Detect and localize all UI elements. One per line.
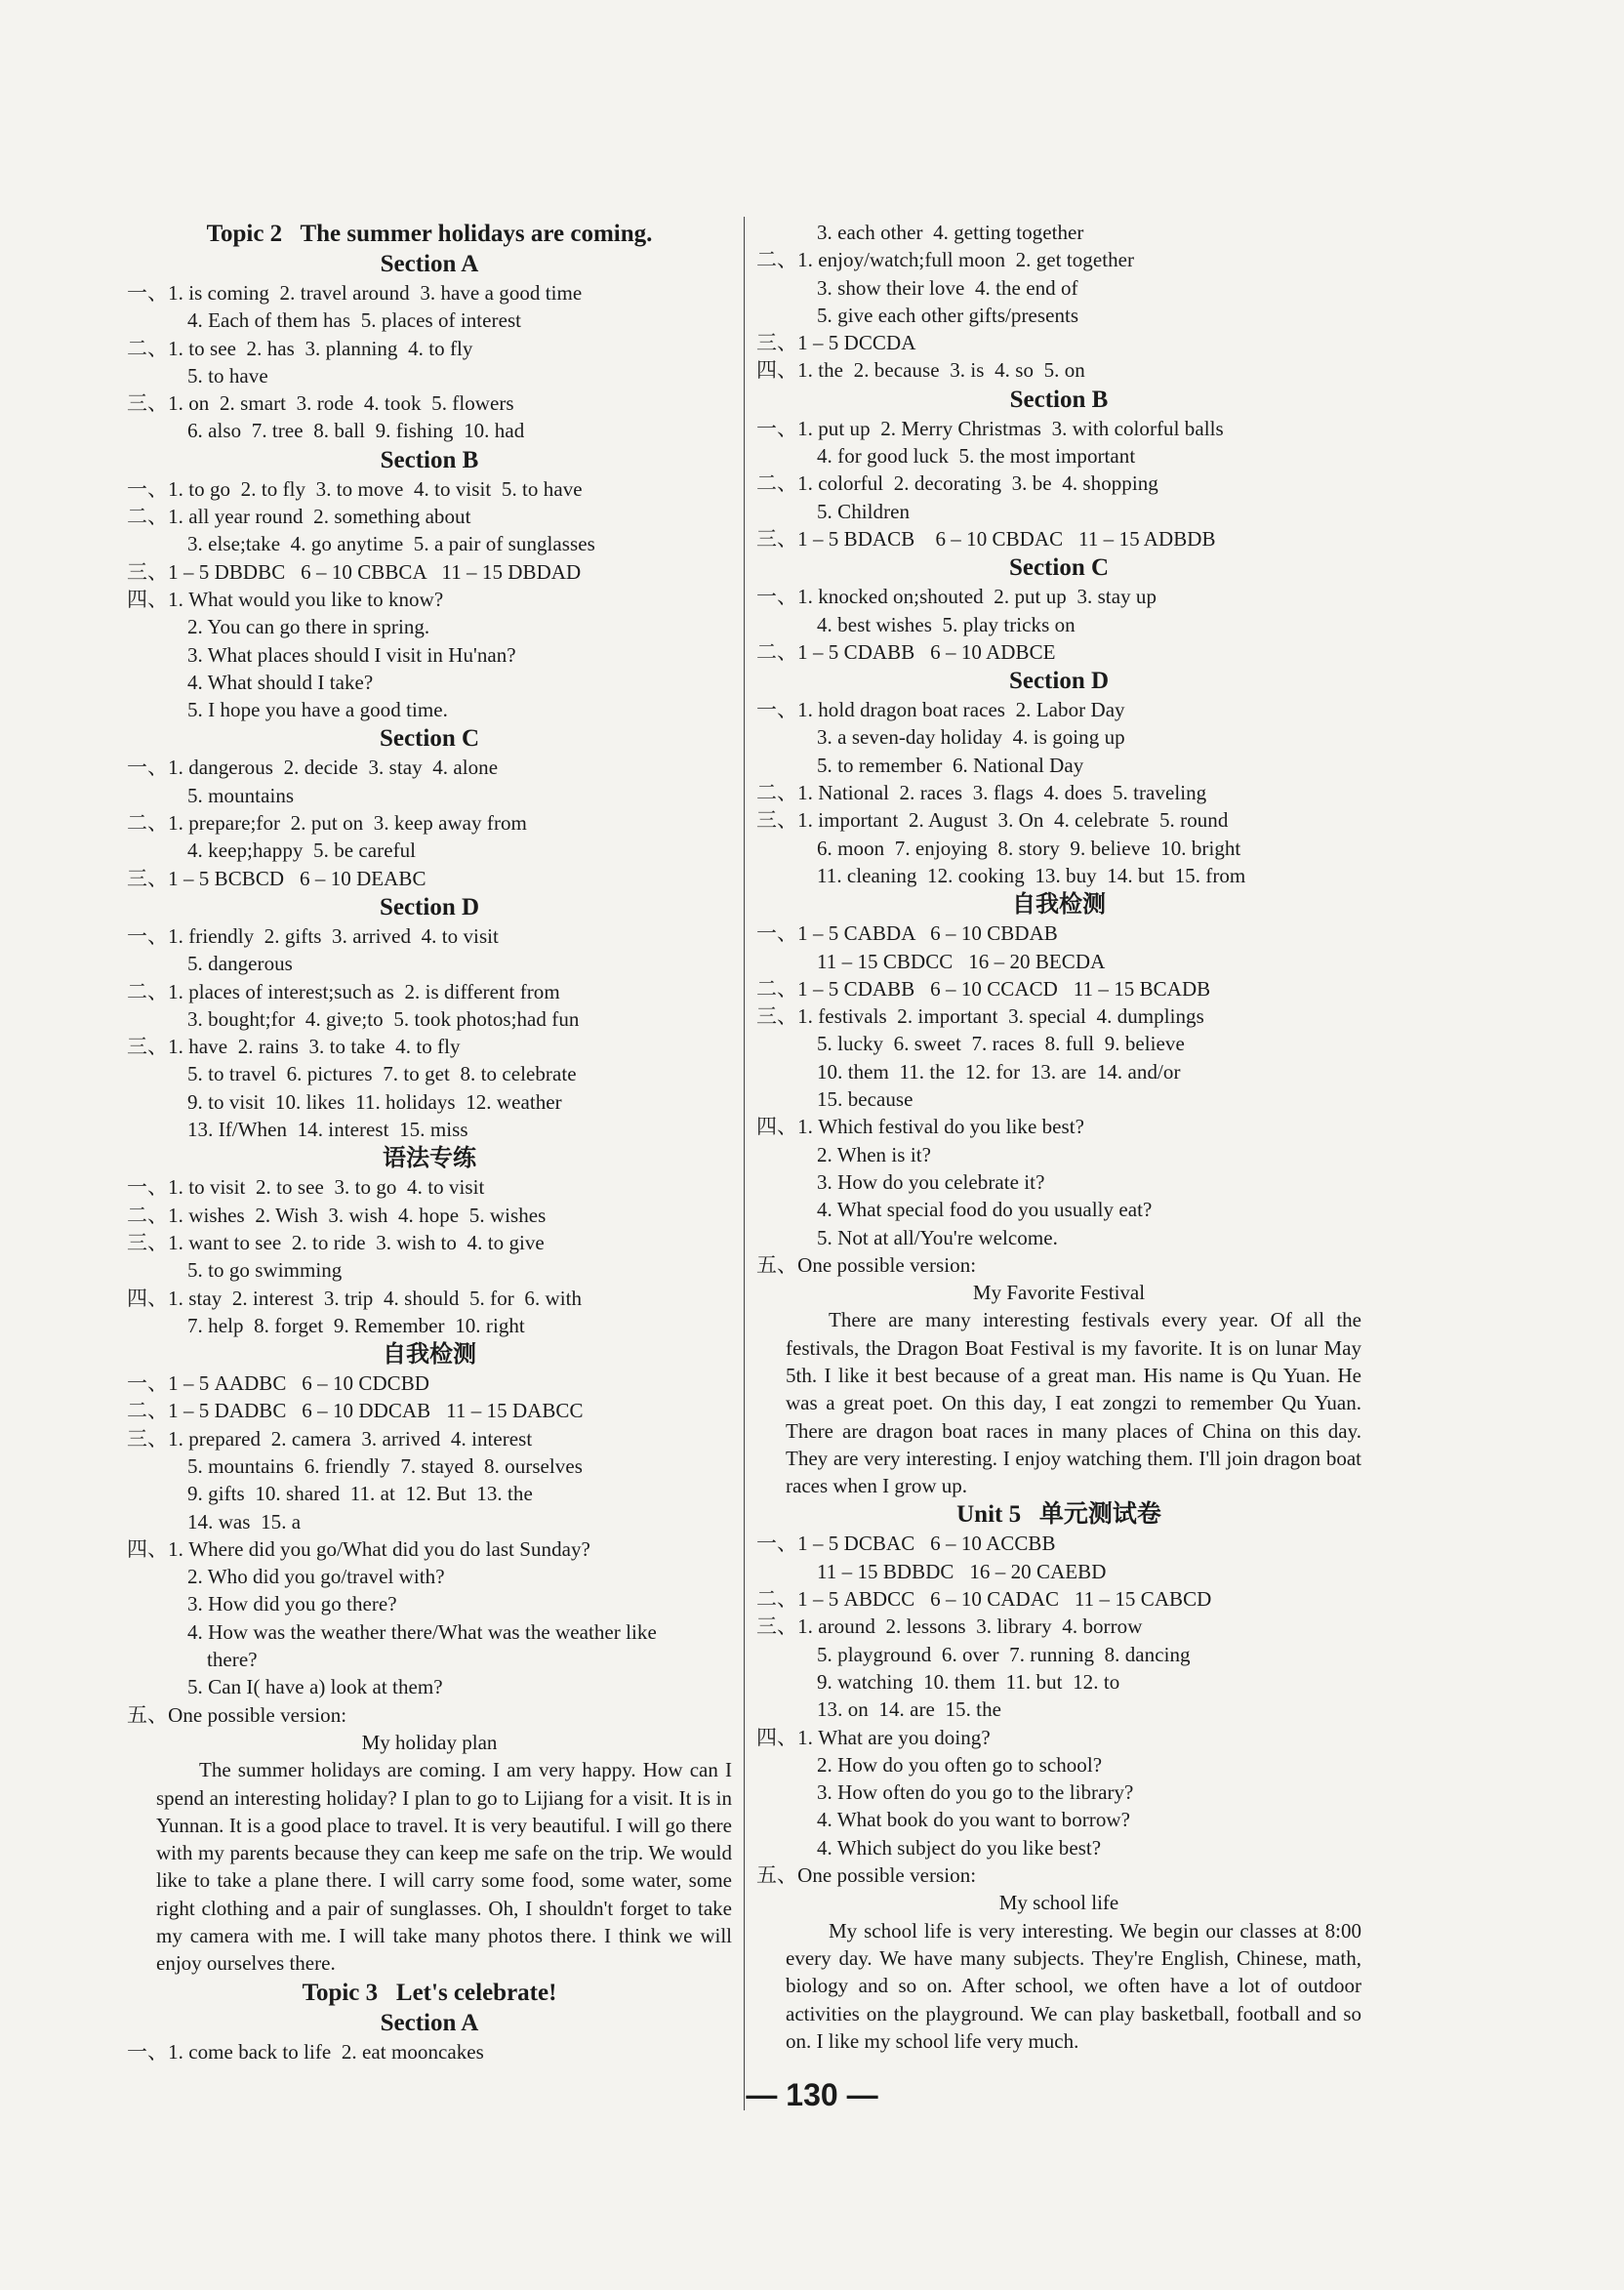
answer-line: 5. mountains 6. friendly 7. stayed 8. ourselves — [187, 1453, 583, 1478]
answer-line: 二、1 – 5 DADBC 6 – 10 DDCAB 11 – 15 DABCC — [127, 1399, 584, 1423]
answer-line: 13. If/When 14. interest 15. miss — [187, 1118, 468, 1142]
answer-line: 5. lucky 6. sweet 7. races 8. full 9. believe — [817, 1032, 1185, 1056]
answer-line: 一、1. friendly 2. gifts 3. arrived 4. to visit — [127, 923, 499, 948]
answer-line: 3. How did you go there? — [187, 1592, 397, 1616]
answer-line: 一、1. hold dragon boat races 2. Labor Day — [756, 698, 1125, 722]
grammar-practice-title: 语法专练 — [383, 1144, 476, 1172]
answer-line: 5. Can I( have a) look at them? — [187, 1675, 443, 1699]
column-divider — [744, 217, 745, 2110]
topic3-section-a-continued — [756, 219, 1361, 385]
answer-line: 15. because — [817, 1087, 914, 1112]
answer-line: 2. You can go there in spring. — [187, 615, 430, 639]
answer-line: 4. Which subject do you like best? — [817, 1835, 1102, 1860]
section-c-answers — [756, 583, 1361, 666]
answer-line: 4. How was the weather there/What was the weather like — [187, 1619, 657, 1644]
answer-line: 5. dangerous — [187, 952, 293, 976]
answer-line: 二、1. National 2. races 3. flags 4. does 5. traveling — [756, 781, 1207, 805]
answer-line: 3. How do you celebrate it? — [817, 1169, 1045, 1194]
answer-line: 2. How do you often go to school? — [817, 1752, 1103, 1777]
section-c-answers — [127, 754, 732, 891]
section-d-answers — [127, 922, 732, 1143]
answer-line: 四、1. What would you like to know? — [127, 587, 444, 611]
answer-line: 4. Each of them has 5. places of interest — [187, 308, 522, 333]
answer-line: 一、1. come back to life 2. eat mooncakes — [127, 2039, 484, 2064]
answer-line: 5. Children — [817, 499, 911, 523]
answer-line: 一、1. put up 2. Merry Christmas 3. with colorful balls — [756, 416, 1224, 440]
answer-line: 二、1 – 5 ABDCC 6 – 10 CADAC 11 – 15 CABCD — [756, 1587, 1212, 1612]
answer-line: 一、1 – 5 DCBAC 6 – 10 ACCBB — [756, 1532, 1056, 1556]
answer-line: 五、One possible version: — [756, 1252, 977, 1277]
answer-line: 9. watching 10. them 11. but 12. to — [817, 1669, 1120, 1694]
section-d-title: Section D — [379, 893, 480, 920]
section-b-answers — [756, 415, 1361, 552]
answer-line: 三、1 – 5 BCBCD 6 – 10 DEABC — [127, 866, 426, 890]
answer-line: 4. keep;happy 5. be careful — [187, 838, 417, 863]
answer-line: 3. else;take 4. go anytime 5. a pair of sunglasses — [187, 532, 595, 556]
answer-line: 一、1. to go 2. to fly 3. to move 4. to visit 5. to have — [127, 476, 583, 501]
answer-line: 一、1. knocked on;shouted 2. put up 3. stay up — [756, 585, 1157, 609]
section-b-answers — [127, 475, 732, 724]
answer-line: 四、1. stay 2. interest 3. trip 4. should 5. for 6. with — [127, 1286, 583, 1310]
answer-line: 3. bought;for 4. give;to 5. took photos;had fun — [187, 1006, 580, 1031]
left-column — [127, 219, 732, 2065]
answer-line: 5. Not at all/You're welcome. — [817, 1225, 1058, 1249]
topic2-title: Topic 2 The summer holidays are coming. — [206, 221, 653, 247]
essay-paragraph: There are many interesting festivals every year. Of all the festivals, the Dragon Boat Festival is my favorite. It is on lunar May 5th. I like it best because of a great man. His name is Qu Yuan. He was a great poet. On this day, I eat zongzi to remember Qu Yuan. There are dragon boat races in many places of China on this day. They are very interesting. I enjoy watching them. I'll join dragon boat races when I grow up. — [786, 1308, 1361, 1498]
answer-line: there? — [207, 1648, 258, 1672]
right-column — [756, 219, 1361, 2055]
section-a-title: Section A — [380, 251, 479, 277]
answer-line: 四、1. What are you doing? — [756, 1725, 991, 1749]
answer-line: 三、1 – 5 BDACB 6 – 10 CBDAC 11 – 15 ADBDB — [756, 526, 1216, 551]
answer-line: 三、1. on 2. smart 3. rode 4. took 5. flowers — [127, 391, 514, 416]
answer-line: 5. to travel 6. pictures 7. to get 8. to celebrate — [187, 1062, 577, 1086]
essay-paragraph: My school life is very interesting. We begin our classes at 8:00 every day. We have many subjects. They're English, Chinese, math, biology and so on. After school, we often have a lot of outdoor activities on the playground. We can play basketball, football and so on. I like my school life very much. — [786, 1918, 1361, 2053]
unit5-test-title: Unit 5 单元测试卷 — [956, 1501, 1161, 1529]
answer-line: 五、One possible version: — [756, 1863, 977, 1888]
answer-line: 3. a seven-day holiday 4. is going up — [817, 725, 1125, 750]
self-check-title: 自我检测 — [383, 1340, 476, 1369]
answer-line: 10. them 11. the 12. for 13. are 14. and/or — [817, 1059, 1181, 1084]
answer-line: 7. help 8. forget 9. Remember 10. right — [187, 1313, 525, 1337]
answer-line: 四、1. the 2. because 3. is 4. so 5. on — [756, 358, 1085, 383]
answer-line: 三、1. festivals 2. important 3. special 4. dumplings — [756, 1004, 1204, 1029]
answer-line: 五、One possible version: — [127, 1702, 347, 1727]
answer-line: 三、1. important 2. August 3. On 4. celebrate 5. round — [756, 808, 1229, 833]
self-check-answers — [127, 1370, 732, 1729]
answer-line: 二、1. enjoy/watch;full moon 2. get together — [756, 248, 1135, 272]
answer-line: 二、1 – 5 CDABB 6 – 10 ADBCE — [756, 639, 1056, 664]
answer-line: 4. What book do you want to borrow? — [817, 1808, 1130, 1832]
section-c-title: Section C — [379, 725, 480, 753]
answer-line: 3. What places should I visit in Hu'nan? — [187, 642, 516, 667]
answer-line: 2. Who did you go/travel with? — [187, 1565, 445, 1589]
answer-line: 2. When is it? — [817, 1142, 931, 1166]
answer-line: 5. to go swimming — [187, 1258, 343, 1283]
answer-line: 二、1. wishes 2. Wish 3. wish 4. hope 5. wishes — [127, 1203, 547, 1227]
answer-line: 9. to visit 10. likes 11. holidays 12. weather — [187, 1089, 562, 1114]
section-b-title: Section B — [1009, 386, 1109, 413]
answer-line: 3. each other 4. getting together — [817, 221, 1084, 244]
answer-line: 二、1 – 5 CDABB 6 – 10 CCACD 11 – 15 BCADB — [756, 976, 1211, 1001]
answer-line: 6. also 7. tree 8. ball 9. fishing 10. had — [187, 419, 525, 443]
unit5-answers — [756, 1530, 1361, 1889]
topic3-section-a-title: Section A — [380, 2009, 479, 2036]
answer-line: 5. I hope you have a good time. — [187, 698, 448, 722]
answer-line: 三、1 – 5 DCCDA — [756, 331, 916, 355]
answer-line: 5. playground 6. over 7. running 8. dancing — [817, 1642, 1191, 1666]
answer-line: 3. show their love 4. the end of — [817, 275, 1078, 300]
answer-line: 二、1. to see 2. has 3. planning 4. to fly — [127, 336, 473, 360]
answer-line: 二、1. colorful 2. decorating 3. be 4. shopping — [756, 471, 1158, 496]
answer-line: 三、1. have 2. rains 3. to take 4. to fly — [127, 1035, 461, 1059]
topic3-section-a-answers — [127, 2038, 732, 2065]
answer-line: 3. How often do you go to the library? — [817, 1780, 1134, 1805]
essay-paragraph: The summer holidays are coming. I am very happy. How can I spend an interesting holiday? I plan to go to Lijiang for a visit. It is in Yunnan. It is a good place to travel. It is very beautiful. I will go there with my parents because they can keep me safe on the trip. We would like to take a plane there. I will carry some food, some water, some right clothing and a pair of sunglasses. Oh, I shouldn't forget to take my camera with me. I will take many photos there. I think we will enjoy ourselves there. — [156, 1758, 732, 1976]
answer-line: 14. was 15. a — [187, 1509, 302, 1533]
answer-line: 5. to remember 6. National Day — [817, 753, 1084, 777]
answer-line: 三、1 – 5 DBDBC 6 – 10 CBBCA 11 – 15 DBDAD — [127, 559, 582, 584]
answer-line: 9. gifts 10. shared 11. at 12. But 13. the — [187, 1482, 533, 1506]
answer-line: 一、1. dangerous 2. decide 3. stay 4. alone — [127, 756, 499, 780]
answer-line: 11. cleaning 12. cooking 13. buy 14. but 15. from — [817, 863, 1246, 887]
answer-line: 5. to have — [187, 363, 268, 388]
self-check-answers — [756, 920, 1361, 1279]
answer-line: 5. give each other gifts/presents — [817, 303, 1079, 327]
essay-title: My school life — [998, 1891, 1119, 1915]
section-b-title: Section B — [380, 446, 479, 473]
answer-line: 11 – 15 BDBDC 16 – 20 CAEBD — [817, 1559, 1107, 1583]
answer-line: 4. What special food do you usually eat? — [817, 1198, 1153, 1222]
section-d-title: Section D — [1008, 668, 1110, 695]
topic3-title: Topic 3 Let's celebrate! — [302, 1979, 557, 2006]
essay-body — [127, 1756, 732, 1977]
answer-line: 三、1. prepared 2. camera 3. arrived 4. interest — [127, 1426, 533, 1451]
answer-line: 5. mountains — [187, 783, 295, 807]
section-c-title: Section C — [1008, 554, 1110, 582]
self-check-title: 自我检测 — [1012, 890, 1106, 919]
answer-line: 四、1. Where did you go/What did you do last Sunday? — [127, 1536, 590, 1561]
answer-line: 四、1. Which festival do you like best? — [756, 1115, 1085, 1139]
answer-line: 4. What should I take? — [187, 670, 374, 694]
answer-line: 二、1. places of interest;such as 2. is different from — [127, 979, 560, 1003]
answer-line: 4. for good luck 5. the most important — [817, 444, 1136, 469]
answer-line: 一、1. is coming 2. travel around 3. have a good time — [127, 281, 583, 305]
answer-line: 二、1. prepare;for 2. put on 3. keep away from — [127, 811, 527, 836]
answer-line: 13. on 14. are 15. the — [817, 1697, 1001, 1722]
answer-line: 6. moon 7. enjoying 8. story 9. believe 10. bright — [817, 836, 1241, 860]
answer-line: 一、1. to visit 2. to see 3. to go 4. to visit — [127, 1175, 485, 1200]
answer-line: 二、1. all year round 2. something about — [127, 505, 471, 529]
answer-line: 一、1 – 5 CABDA 6 – 10 CBDAB — [756, 921, 1058, 946]
answer-line: 三、1. want to see 2. to ride 3. wish to 4. to give — [127, 1230, 545, 1254]
answer-line: 三、1. around 2. lessons 3. library 4. borrow — [756, 1615, 1143, 1639]
essay-body — [756, 1306, 1361, 1499]
essay-title: My holiday plan — [361, 1730, 498, 1754]
answer-line: 11 – 15 CBDCC 16 – 20 BECDA — [817, 949, 1106, 973]
essay-title: My Favorite Festival — [972, 1281, 1146, 1305]
essay-body — [756, 1917, 1361, 2055]
section-a-answers — [127, 279, 732, 445]
page-number: — 130 — — [746, 2077, 878, 2112]
section-d-answers — [756, 696, 1361, 889]
grammar-answers — [127, 1173, 732, 1339]
answer-line: 一、1 – 5 AADBC 6 – 10 CDCBD — [127, 1371, 430, 1396]
answer-line: 4. best wishes 5. play tricks on — [817, 612, 1076, 636]
